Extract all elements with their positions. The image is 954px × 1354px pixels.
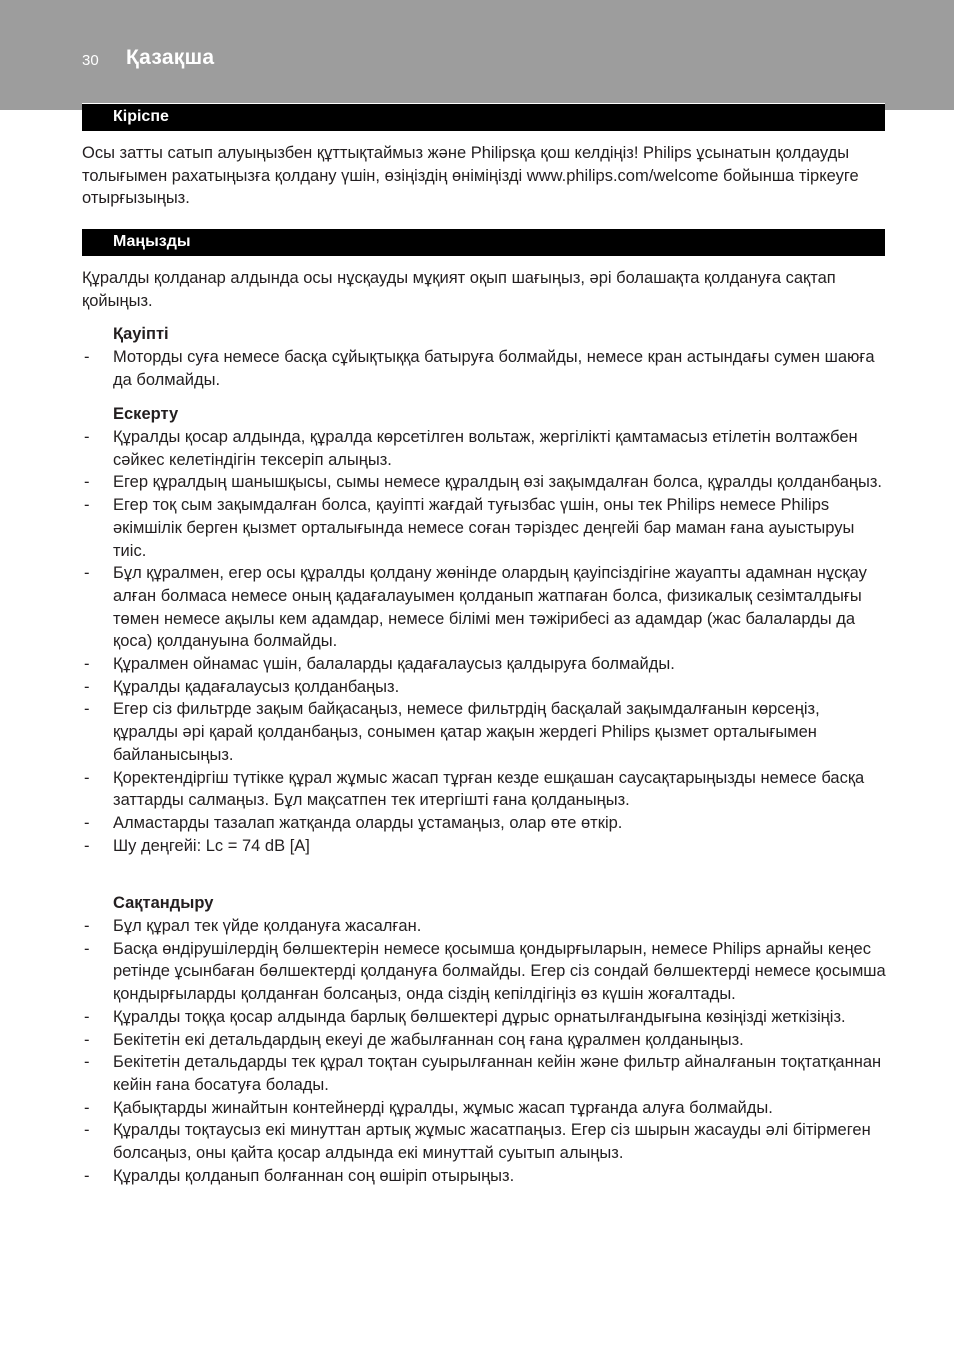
list-item bbox=[82, 1006, 888, 1029]
intro-paragraph: Осы затты сатып алуыңызбен құттықтаймыз және Philipsқа қош келдіңіз! Philips ұсынатын қолдауды толығымен рахатыңызға қолдану үшін, өзіңіздің өніміңізді www.philips.com/welcome бойынша тіркеуге отырғызыңыз. bbox=[82, 144, 859, 208]
bullet-dash: - bbox=[84, 768, 90, 787]
bullet-dash: - bbox=[84, 677, 90, 696]
bullet-dash: - bbox=[84, 564, 90, 583]
bullet-dash: - bbox=[84, 1121, 90, 1140]
list-item bbox=[82, 767, 888, 812]
bullet-dash: - bbox=[84, 1007, 90, 1026]
bullet-dash: - bbox=[84, 1166, 90, 1185]
list-item-text: Құралды қосар алдында, құралда көрсетілген вольтаж, жергілікті қамтамасыз етілетін волтажбен сәйкес келетіндігін тексеріп алыңыз. bbox=[113, 428, 858, 469]
list-item bbox=[82, 471, 888, 494]
list-item-text: Егер сіз фильтрде зақым байқасаңыз, немесе фильтрдің басқалай зақымдалғанын көрсеңіз, құралды әрі қарай қолданбаңыз, сонымен қатар жақын жердегі Philips қызмет орталығымен байланысыңыз. bbox=[113, 700, 820, 764]
page-number: 30 bbox=[82, 52, 99, 69]
list-item bbox=[82, 346, 888, 391]
list-item-text: Қоректендіргіш түтікке құрал жұмыс жасап тұрған кезде ешқашан саусақтарыңызды немесе басқа заттарды салмаңыз. Бұл мақсатпен тек итергішті ғана қолданыңыз. bbox=[113, 768, 865, 810]
list-item bbox=[82, 1165, 888, 1188]
bullet-dash: - bbox=[84, 1030, 90, 1049]
caution-list bbox=[82, 915, 888, 1187]
list-item bbox=[82, 915, 888, 938]
bullet-dash: - bbox=[84, 428, 90, 446]
list-item bbox=[82, 1097, 888, 1120]
list-item bbox=[82, 562, 888, 653]
list-item bbox=[82, 653, 888, 676]
list-item-text: Құралды қолданып болғаннан соң өшіріп отырыңыз. bbox=[113, 1166, 515, 1185]
bullet-dash: - bbox=[84, 700, 90, 719]
list-item bbox=[82, 1029, 888, 1052]
important-paragraph: Құралды қолданар алдында осы нұсқауды мұқият оқып шағыңыз, әрі болашақта қолдануға сақтап қойыңыз. bbox=[82, 269, 836, 310]
warning-list bbox=[82, 426, 888, 857]
bullet-dash: - bbox=[84, 473, 90, 492]
section-bar-important bbox=[82, 228, 885, 256]
caution-heading: Сақтандыру bbox=[113, 894, 214, 912]
section-bar-intro bbox=[82, 103, 885, 131]
list-item-text: Бұл құралмен, егер осы құралды қолдану жөнінде олардың қауіпсіздігіне жауапты адамнан нұсқау алған болмаса немесе оның қадағалауымен қолданып жатпаған болса, физикалық сезімталдығы төмен немесе ақылы кем адамдар, немесе білімі мен тәжірибесі аз адамдар (жас балаларды да қоса) қолдануына болмайды. bbox=[113, 564, 867, 651]
list-item-text: Шу деңгейі: Lc = 74 dB [A] bbox=[113, 836, 310, 855]
warning-heading: Ескерту bbox=[113, 405, 179, 423]
list-item-text: Басқа өндірушілердің бөлшектерін немесе қосымша қондырғыларын, немесе Philips арнайы кеңес ретінде ұсынбаған бөлшектерді қолдануға болмайды. Егер сіз сондай бөлшектерді немесе қосымша қондырғыларды қолданған болсаңыз, онда сіздің кепілдігіңіз өз күшін жоғалтады. bbox=[113, 939, 886, 1004]
list-item-text: Бекітетін детальдарды тек құрал тоқтан суырылғаннан кейін және фильтр айналғанын тоқтатқаннан кейін ғана босатуға болады. bbox=[113, 1053, 882, 1094]
list-item-text: Құралды тоққа қосар алдында барлық бөлшектері дұрыс орнатылғандығына көзіңізді жеткізіңіз. bbox=[113, 1007, 846, 1026]
list-item-text: Бекітетін екі детальдардың екеуі де жабылғаннан соң ғана құралмен қолданыңыз. bbox=[113, 1030, 744, 1049]
bullet-dash: - bbox=[84, 939, 90, 958]
bullet-dash: - bbox=[84, 348, 90, 366]
list-item bbox=[82, 812, 888, 835]
list-item-text: Егер тоқ сым зақымдалған болса, қауіпті жағдай туғызбас үшін, оны тек Philips немесе Philips әкімшілік берген қызмет орталығында немесе соған тәріздес деңгейі бар маман ғана ауыстыруы тиіс. bbox=[113, 496, 855, 560]
section-heading-important: Маңызды bbox=[113, 233, 191, 250]
list-item-text: Егер құралдың шанышқысы, сымы немесе құралдың өзі зақымдалған болса, құралды қолданбаңыз. bbox=[113, 473, 882, 492]
list-item-text: Құралды қадағалаусыз қолданбаңыз. bbox=[113, 677, 400, 696]
list-item bbox=[82, 676, 888, 699]
list-item-text: Қабықтарды жинайтын контейнерді құралды, жұмыс жасап тұрғанда алуға болмайды. bbox=[113, 1098, 773, 1117]
list-item bbox=[82, 698, 888, 766]
list-item bbox=[82, 1119, 888, 1164]
bullet-dash: - bbox=[84, 917, 90, 935]
list-item-text: Бұл құрал тек үйде қолдануға жасалған. bbox=[113, 917, 422, 935]
bullet-dash: - bbox=[84, 813, 90, 832]
bullet-dash: - bbox=[84, 1098, 90, 1117]
list-item bbox=[82, 835, 888, 858]
danger-list bbox=[82, 346, 888, 391]
bullet-dash: - bbox=[84, 836, 90, 855]
list-item-text: Моторды суға немесе басқа сұйықтыққа батыруға болмайды, немесе кран астындағы сумен шаюға да болмайды. bbox=[113, 348, 875, 389]
list-item-text: Алмастарды тазалап жатқанда оларды ұстамаңыз, олар өте өткір. bbox=[113, 813, 623, 832]
language-title: Қазақша bbox=[126, 46, 215, 69]
list-item bbox=[82, 426, 888, 471]
bullet-dash: - bbox=[84, 655, 90, 674]
section-heading-intro: Кіріспе bbox=[113, 108, 169, 125]
bullet-dash: - bbox=[84, 496, 90, 515]
list-item bbox=[82, 938, 888, 1006]
bullet-dash: - bbox=[84, 1053, 90, 1072]
danger-heading: Қауіпті bbox=[113, 325, 169, 343]
list-item-text: Құралды тоқтаусыз екі минуттан артық жұмыс жасатпаңыз. Егер сіз шырын жасауды әлі бітірмеген болсаңыз, оны қайта қосар алдында екі минуттай суытып алыңыз. bbox=[113, 1121, 871, 1163]
list-item-text: Құралмен ойнамас үшін, балаларды қадағалаусыз қалдыруға болмайды. bbox=[113, 655, 675, 674]
list-item bbox=[82, 494, 888, 562]
list-item bbox=[82, 1051, 888, 1096]
